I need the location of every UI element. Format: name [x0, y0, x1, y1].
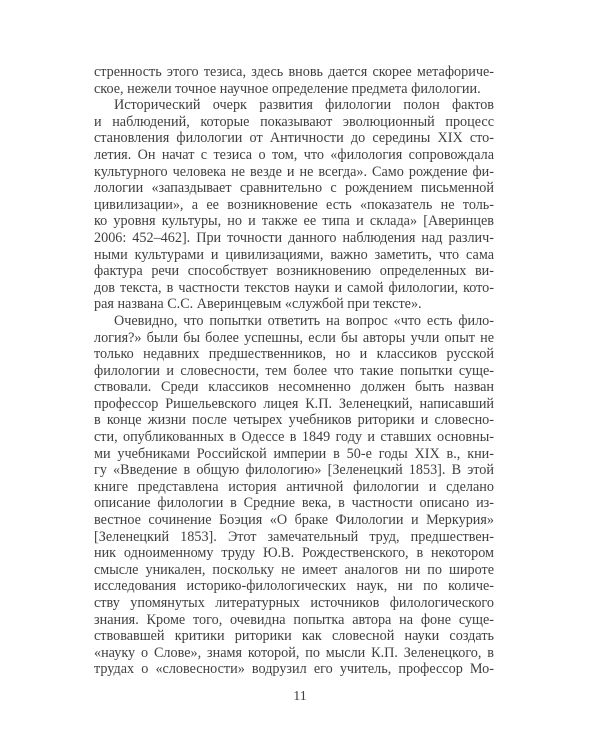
text-line: Очевидно, что попытки ответить на вопрос «что есть фило-: [114, 312, 494, 329]
text-line: сти, опубликованных в Одессе в 1849 году и ставших основны-: [94, 429, 494, 446]
text-line: Исторический очерк развития филологии полон фактов: [114, 97, 494, 114]
text-line: ными культурами и цивилизациями, важно заметить, что сама: [94, 246, 494, 263]
page-body: [94, 64, 494, 678]
text-line: лологии «запаздывает сравнительно с рождением письменной: [94, 180, 494, 197]
page-number: 11: [293, 689, 307, 704]
text-line: ми учебниками Российской империи в 50-е годы XIX в., кни-: [94, 445, 494, 462]
text-line: и наблюдений, которые показывают эволюционный процесс: [94, 113, 494, 130]
text-line: ству упомянутых литературных источников филологического: [94, 595, 494, 611]
text-line: рая названа С.С. Аверинцевым «службой при тексте».: [94, 296, 422, 313]
text-line: описание филологии в Средние века, в частности описано из-: [94, 495, 494, 512]
text-line: только недавних предшественников, но и классиков русской: [94, 346, 494, 363]
text-line: логия?» были бы более успешны, если бы авторы учли опыт не: [94, 329, 494, 346]
text-line: летия. Он начат с тезиса о том, что «филология сопровождала: [94, 146, 494, 163]
text-line: дов текста, в частности текстов науки и самой филологии, кото-: [94, 279, 494, 296]
text-line: гу «Введение в общую филологию» [Зеленецкий 1853]. В этой: [94, 462, 494, 479]
text-line: филологии и словесности, тем более что такие попытки суще-: [94, 362, 494, 379]
text-line: фактура речи способствует возникновению определенных ви-: [94, 263, 494, 280]
text-line: становления филологии от Античности до середины XIX сто-: [94, 130, 494, 147]
text-line: вестное сочинение Боэция «О браке Филологии и Меркурия»: [94, 512, 494, 529]
text-line: ствовали. Среди классиков несомненно должен быть назван: [94, 379, 494, 396]
text-line: цивилизации», а ее возникновение есть «показатель не толь-: [94, 196, 494, 213]
text-line: профессор Ришельевского лицея К.П. Зеленецкий, написавший: [94, 395, 494, 412]
text-line: ствовавшей критики риторики как словесной науки создать: [94, 628, 494, 645]
text-line: смысле уникален, поскольку не имеет аналогов ни по широте: [94, 561, 494, 578]
text-line: культурного человека не везде и не всегда». Само рождение фи-: [94, 163, 494, 180]
text-line: ское, нежели точное научное определение предмета филологии.: [94, 80, 481, 97]
text-line: знания. Кроме того, очевидна попытка автора на фоне суще-: [94, 611, 494, 628]
text-line: в конце жизни после четырех учебников риторики и словесно-: [94, 412, 494, 429]
text-line: стренность этого тезиса, здесь вновь дается скорее метафориче-: [94, 64, 494, 80]
text-line: 2006: 452–462]. При точности данного наблюдения над различ-: [94, 229, 494, 246]
text-line: ник одноименному труду Ю.В. Рождественского, в некотором: [94, 545, 494, 562]
text-line: книге представлена история античной филологии и сделано: [94, 478, 494, 495]
text-line: исследования историко-филологических наук, ни по количе-: [94, 578, 494, 595]
text-line: [Зеленецкий 1853]. Этот замечательный труд, предшествен-: [94, 528, 494, 545]
text-line: ко уровня культуры, но и также ее типа и склада» [Аверинцев: [94, 213, 494, 230]
text-line: трудах о «словесности» водрузил его учитель, профессор Мо-: [94, 661, 494, 678]
text-line: «науку о Слове», знамя которой, по мысли К.П. Зеленецкого, в: [94, 644, 494, 661]
